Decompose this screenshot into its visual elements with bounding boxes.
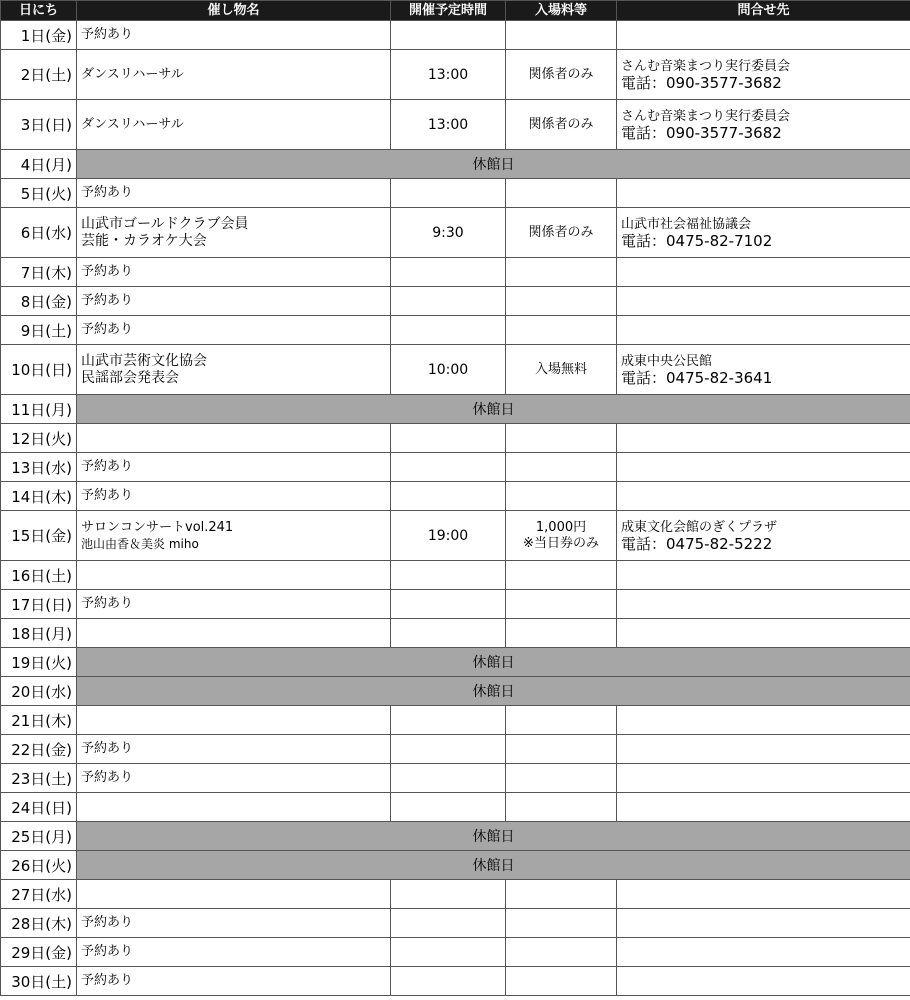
table-row [1,706,910,735]
row-date: 27日(水) [1,880,77,909]
row-time: 10:00 [391,345,506,395]
row-fee [506,287,617,316]
table-row [1,822,910,851]
contact-phone: 電話：090-3577-3682 [621,73,782,92]
row-time: 9:30 [391,208,506,258]
row-event [77,938,391,967]
fee-text: 関係者のみ [528,224,594,240]
contact-name: さんむ音楽まつり実行委員会 [621,58,791,74]
row-contact [617,706,910,735]
row-date: 7日(木) [1,258,77,287]
table-row [1,648,910,677]
row-fee [506,345,617,395]
event-name: ダンスリハーサル [81,116,184,132]
closed-day-label: 休館日 [77,822,910,851]
event-name: 予約あり [81,293,134,308]
row-date: 4日(月) [1,150,77,179]
row-contact [617,511,910,561]
row-date: 5日(火) [1,179,77,208]
row-event [77,511,391,561]
row-time [391,21,506,50]
fee-text: 入場無料 [534,361,587,377]
event-name: 予約あり [81,770,134,785]
table-row [1,258,910,287]
table-row [1,967,910,996]
table-row [1,316,910,345]
row-event [77,590,391,619]
row-time [391,287,506,316]
fee-text: 関係者のみ [528,116,594,132]
header-time: 開催予定時間 [391,1,506,21]
row-contact [617,179,910,208]
contact-phone: 電話：0475-82-5222 [621,534,773,553]
row-event [77,316,391,345]
table-row [1,208,910,258]
header-fee: 入場料等 [506,1,617,21]
row-time [391,938,506,967]
row-contact [617,453,910,482]
contact-name: 成東文化会館のぎくプラザ [621,519,778,535]
row-time [391,482,506,511]
row-date: 10日(日) [1,345,77,395]
row-fee [506,258,617,287]
row-time [391,880,506,909]
row-event [77,424,391,453]
table-row [1,482,910,511]
row-contact [617,287,910,316]
event-name: 予約あり [81,322,134,337]
row-fee [506,50,617,100]
row-time [391,424,506,453]
row-date: 17日(日) [1,590,77,619]
row-date: 6日(水) [1,208,77,258]
row-date: 12日(火) [1,424,77,453]
row-event [77,21,391,50]
row-time [391,764,506,793]
row-fee [506,764,617,793]
row-date: 9日(土) [1,316,77,345]
row-fee [506,793,617,822]
row-fee [506,967,617,996]
closed-day-label: 休館日 [77,648,910,677]
row-event [77,287,391,316]
row-contact [617,590,910,619]
row-date: 11日(月) [1,395,77,424]
event-name: 予約あり [81,915,134,930]
row-time [391,735,506,764]
fee-text: 1,000円 [535,519,587,535]
row-contact [617,482,910,511]
schedule-body [1,21,910,996]
row-time: 13:00 [391,100,506,150]
header-date: 日にち [1,1,77,21]
row-contact [617,50,910,100]
closed-day-label: 休館日 [77,150,910,179]
table-row [1,511,910,561]
row-contact [617,938,910,967]
event-name: 予約あり [81,944,134,959]
contact-name: さんむ音楽まつり実行委員会 [621,108,791,124]
table-row [1,453,910,482]
row-event [77,793,391,822]
row-date: 24日(日) [1,793,77,822]
closed-day-label: 休館日 [77,851,910,880]
row-time [391,793,506,822]
row-event [77,764,391,793]
row-event [77,880,391,909]
row-fee [506,482,617,511]
event-name: 予約あり [81,741,134,756]
row-time [391,316,506,345]
row-event [77,345,391,395]
event-name: 予約あり [81,459,134,474]
row-contact [617,735,910,764]
table-row [1,590,910,619]
contact-phone: 電話：0475-82-7102 [621,231,773,250]
fee-text: 関係者のみ [528,66,594,82]
table-row [1,100,910,150]
row-date: 30日(土) [1,967,77,996]
row-date: 18日(月) [1,619,77,648]
row-date: 15日(金) [1,511,77,561]
row-time [391,453,506,482]
row-event [77,100,391,150]
row-time [391,179,506,208]
event-name: 予約あり [81,264,134,279]
row-event [77,482,391,511]
row-date: 13日(水) [1,453,77,482]
row-date: 25日(月) [1,822,77,851]
table-row [1,424,910,453]
row-time [391,561,506,590]
row-fee [506,909,617,938]
row-date: 29日(金) [1,938,77,967]
row-fee [506,590,617,619]
event-name-line2: 池山由香＆美炎 miho [81,536,199,551]
row-contact [617,21,910,50]
row-contact [617,793,910,822]
row-fee [506,21,617,50]
row-date: 21日(木) [1,706,77,735]
row-fee [506,511,617,561]
row-date: 28日(木) [1,909,77,938]
table-row [1,880,910,909]
row-fee [506,706,617,735]
row-event [77,561,391,590]
row-fee [506,735,617,764]
event-name: 予約あり [81,27,134,42]
row-contact [617,561,910,590]
table-row [1,287,910,316]
header-row [1,1,910,21]
closed-day-label: 休館日 [77,395,910,424]
row-fee [506,938,617,967]
table-row [1,561,910,590]
row-date: 19日(火) [1,648,77,677]
contact-phone: 電話：0475-82-3641 [621,368,773,387]
event-name: 山武市芸術文化協会 [81,352,207,369]
table-row [1,677,910,706]
event-name: 予約あり [81,488,134,503]
row-time [391,967,506,996]
contact-phone: 電話：090-3577-3682 [621,123,782,142]
table-row [1,909,910,938]
event-name: 予約あり [81,596,134,611]
row-date: 2日(土) [1,50,77,100]
row-event [77,179,391,208]
row-contact [617,316,910,345]
table-row [1,619,910,648]
row-time [391,706,506,735]
row-fee [506,453,617,482]
table-row [1,50,910,100]
contact-name: 山武市社会福祉協議会 [621,216,752,232]
header-contact: 問合せ先 [617,1,910,21]
closed-day-label: 休館日 [77,677,910,706]
row-event [77,453,391,482]
event-name: サロンコンサートvol.241 [81,519,234,535]
row-time [391,258,506,287]
row-date: 26日(火) [1,851,77,880]
event-name: 予約あり [81,185,134,200]
row-contact [617,100,910,150]
table-row [1,851,910,880]
row-contact [617,909,910,938]
table-row [1,150,910,179]
row-fee [506,619,617,648]
table-row [1,21,910,50]
row-event [77,208,391,258]
event-name: 山武市ゴールドクラブ会員 [81,215,249,232]
row-fee [506,880,617,909]
contact-name: 成東中央公民館 [621,353,713,369]
row-contact [617,258,910,287]
row-fee [506,208,617,258]
row-event [77,258,391,287]
event-name-line2: 芸能・カラオケ大会 [81,232,207,249]
row-date: 14日(木) [1,482,77,511]
row-fee [506,316,617,345]
row-contact [617,764,910,793]
row-event [77,50,391,100]
row-time: 19:00 [391,511,506,561]
table-row [1,395,910,424]
row-fee [506,561,617,590]
row-event [77,967,391,996]
row-time [391,619,506,648]
event-name: 予約あり [81,973,134,988]
row-time: 13:00 [391,50,506,100]
event-name: ダンスリハーサル [81,66,184,82]
row-contact [617,345,910,395]
table-row [1,345,910,395]
table-row [1,179,910,208]
row-event [77,909,391,938]
row-contact [617,967,910,996]
row-date: 8日(金) [1,287,77,316]
row-time [391,909,506,938]
row-time [391,590,506,619]
row-date: 1日(金) [1,21,77,50]
table-row [1,735,910,764]
table-row [1,764,910,793]
event-name-line2: 民謡部会発表会 [81,369,179,386]
header-event: 催し物名 [77,1,391,21]
row-event [77,706,391,735]
row-fee [506,179,617,208]
row-date: 3日(日) [1,100,77,150]
row-contact [617,619,910,648]
row-contact [617,208,910,258]
row-event [77,619,391,648]
row-fee [506,100,617,150]
row-date: 16日(土) [1,561,77,590]
row-contact [617,424,910,453]
table-row [1,793,910,822]
table-row [1,938,910,967]
fee-note: ※当日券のみ [523,535,599,551]
row-fee [506,424,617,453]
row-date: 20日(水) [1,677,77,706]
row-contact [617,880,910,909]
row-date: 22日(金) [1,735,77,764]
row-date: 23日(土) [1,764,77,793]
row-event [77,735,391,764]
